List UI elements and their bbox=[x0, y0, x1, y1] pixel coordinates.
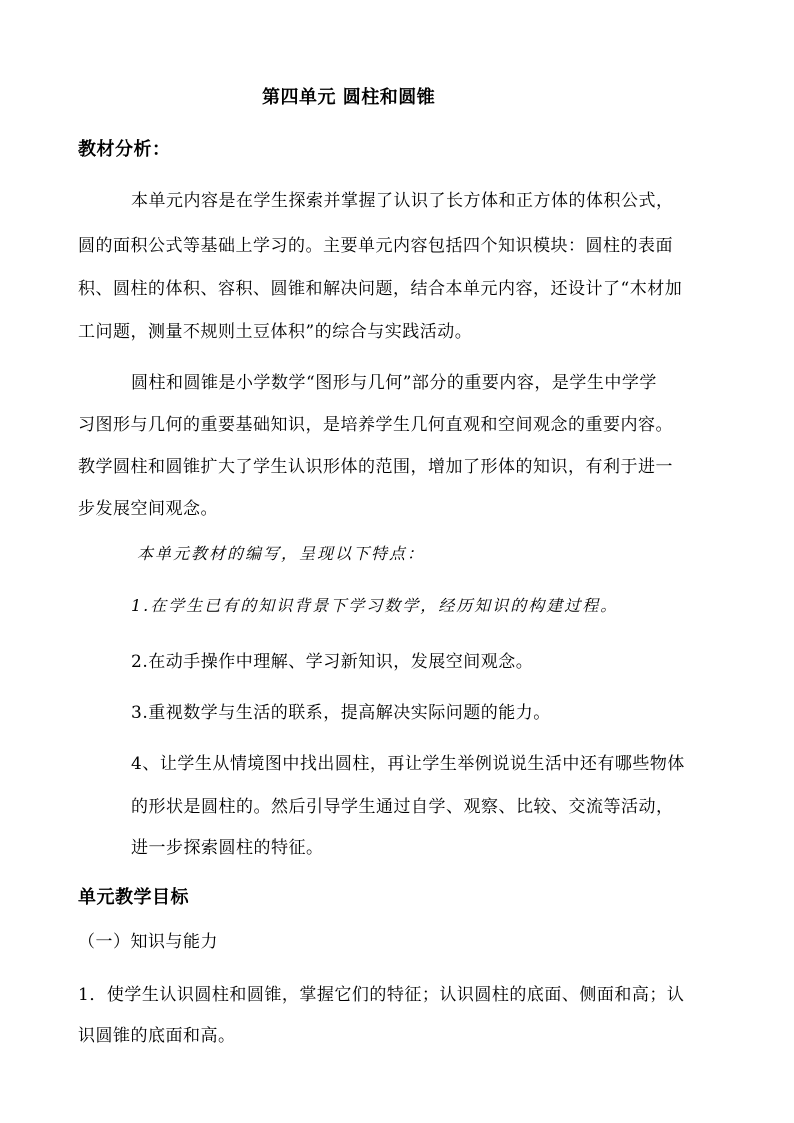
paragraph-line: 工问题，测量不规则土豆体积”的综合与实践活动。 bbox=[78, 322, 473, 342]
feature-item-4-line: 进一步探索圆柱的特征。 bbox=[131, 838, 324, 858]
page-title: 第四单元 圆柱和圆锥 bbox=[262, 87, 436, 108]
paragraph-line: 步发展空间观念。 bbox=[78, 499, 218, 519]
feature-item-4-line: 的形状是圆柱的。然后引导学生通过自学、观察、比较、交流等活动， bbox=[131, 797, 674, 817]
paragraph-line: 教学圆柱和圆锥扩大了学生认识形体的范围，增加了形体的知识，有利于进一 bbox=[78, 457, 673, 477]
feature-item-3: 3.重视数学与生活的联系，提高解决实际问题的能力。 bbox=[131, 703, 551, 723]
section-heading-textbook-analysis: 教材分析： bbox=[78, 139, 171, 160]
section-heading-unit-goals: 单元教学目标 bbox=[78, 887, 189, 908]
paragraph-line: 习图形与几何的重要基础知识，是培养学生几何直观和空间观念的重要内容。 bbox=[78, 415, 673, 435]
feature-item-4-line: 4、让学生从情境图中找出圆柱，再让学生举例说说生活中还有哪些物体 bbox=[131, 754, 685, 774]
feature-item-1: 1.在学生已有的知识背景下学习数学，经历知识的构建过程。 bbox=[131, 596, 619, 615]
paragraph-line: 本单元内容是在学生探索并掌握了认识了长方体和正方体的体积公式， bbox=[131, 191, 674, 211]
paragraph-line: 圆柱和圆锥是小学数学“图形与几何”部分的重要内容，是学生中学学 bbox=[131, 373, 657, 393]
subheading-knowledge-ability: （一）知识与能力 bbox=[78, 932, 218, 952]
feature-item-2: 2.在动手操作中理解、学习新知识，发展空间观念。 bbox=[131, 652, 534, 672]
paragraph-line: 积、圆柱的体积、容积、圆锥和解决问题，结合本单元内容，还设计了“木材加 bbox=[78, 279, 683, 299]
goal-line: 1．使学生认识圆柱和圆锥，掌握它们的特征；认识圆柱的底面、侧面和高；认 bbox=[78, 985, 685, 1005]
paragraph-line: 圆的面积公式等基础上学习的。主要单元内容包括四个知识模块：圆柱的表面 bbox=[78, 236, 673, 256]
goal-line: 识圆锥的底面和高。 bbox=[78, 1026, 236, 1046]
features-intro: 本单元教材的编写，呈现以下特点： bbox=[137, 544, 426, 563]
